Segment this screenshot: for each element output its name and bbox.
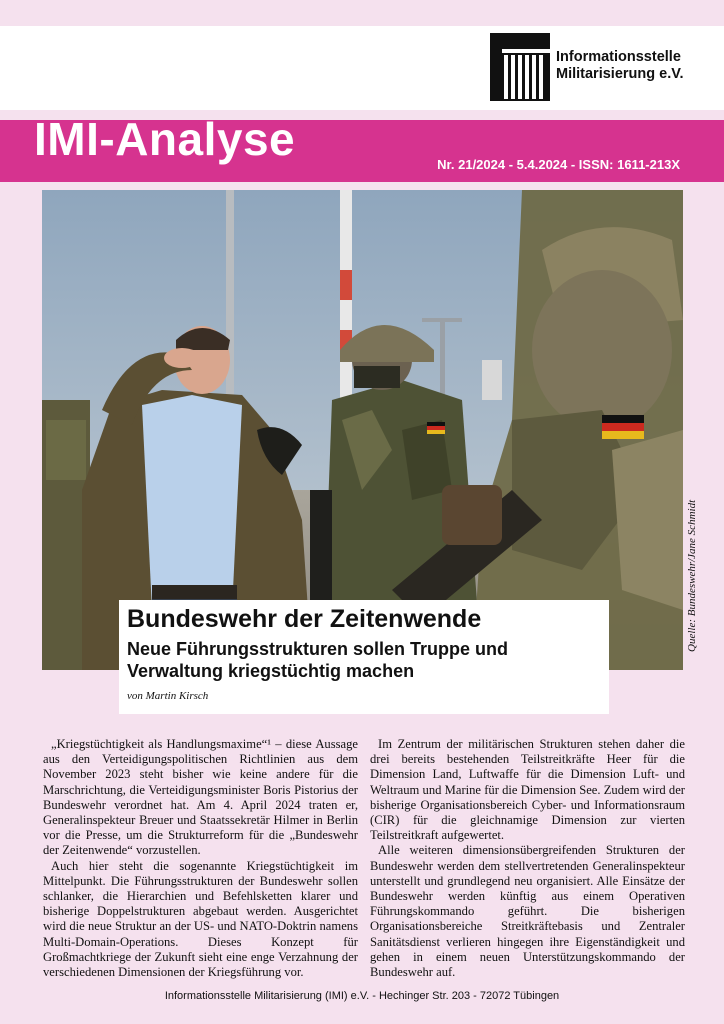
paragraph: Im Zentrum der militärischen Strukturen stehen daher die drei bereits bestehenden Teilstreitkräfte Heer für die Dimension Land, Luftwaffe für die Dimension Luft- und Weltraum und Marine für die Dimension See. Zudem wird der bisherige Organisationsbereich Cyber- und Informationsraum (CIR) für die gleichnamige Dimension zur vierten Teilstreitkraft aufgewertet. bbox=[370, 737, 685, 843]
article-title: Bundeswehr der Zeitenwende bbox=[127, 605, 482, 633]
logo-org-line2: Militarisierung e.V. bbox=[556, 66, 684, 82]
logo-org-line1: Informationsstelle bbox=[556, 49, 681, 65]
paragraph: Auch hier steht die sogenannte Kriegstüchtigkeit im Mittelpunkt. Die Führungsstrukturen der Bundeswehr sollen schlanker, die Hierarchien und Befehlsketten klarer und bisherige Doppelstrukturen abgebaut werden. Ausgerichtet wird die neue Struktur an der US- und NATO-Doktrin namens Multi-Domain-Operations. Dieses Konzept für Großmachtkriege der Zukunft sieht eine enge Verzahnung der verschiedenen Dimensionen der Kriegsführung vor. bbox=[43, 858, 358, 980]
imi-logo[interactable] bbox=[490, 33, 700, 103]
body-column-left bbox=[43, 737, 358, 980]
cover-photo bbox=[42, 190, 683, 670]
body-column-right bbox=[370, 737, 685, 980]
article-title-box bbox=[119, 600, 609, 714]
logo-mark-icon bbox=[490, 33, 550, 101]
page-footer: Informationsstelle Militarisierung (IMI) e.V. - Hechinger Str. 203 - 72072 Tübingen bbox=[164, 990, 560, 1002]
photo-credit: Quelle: Bundeswehr/Jane Schmidt bbox=[686, 499, 698, 652]
paragraph: Alle weiteren dimensionsübergreifenden Strukturen der Bundeswehr werden dem stellvertretenden Generalinspekteur unterstellt und grundlegend neu organisiert. Alle Einsätze der Bundeswehr werden künftig aus einem Operativen Führungskommando geführt. Die bisherigen Organisationsbereiche Streitkräftebasis und Zentraler Sanitätsdienst verlieren hingegen ihre Eigenständigkeit und gehen in einem neuen Unterstützungskommando der Bundeswehr auf. bbox=[370, 843, 685, 980]
issue-info: Nr. 21/2024 - 5.4.2024 - ISSN: 1611-213X bbox=[437, 157, 680, 172]
logo-org-name bbox=[556, 49, 684, 83]
article-author: von Martin Kirsch bbox=[127, 690, 209, 702]
series-title: IMI-Analyse bbox=[34, 113, 296, 165]
paragraph: „Kriegstüchtigkeit als Handlungsmaxime“¹ – diese Aussage aus den Verteidigungspolitischen Richtlinien aus dem November 2023 steht bisher wie keine andere für die Marschrichtung, die Verteidigungsminister Boris Pistorius der Bundeswehr verordnet hat. Am 4. April 2024 traten er, Generalinspekteur Breuer und Staatssekretär Hilmer in Berlin vor die Presse, um die Strukturreform für die „Bundeswehr der Zeitenwende“ vorzustellen. bbox=[43, 737, 358, 858]
article-subtitle: Neue Führungsstrukturen sollen Truppe und Verwaltung kriegstüchtig machen bbox=[127, 639, 509, 681]
